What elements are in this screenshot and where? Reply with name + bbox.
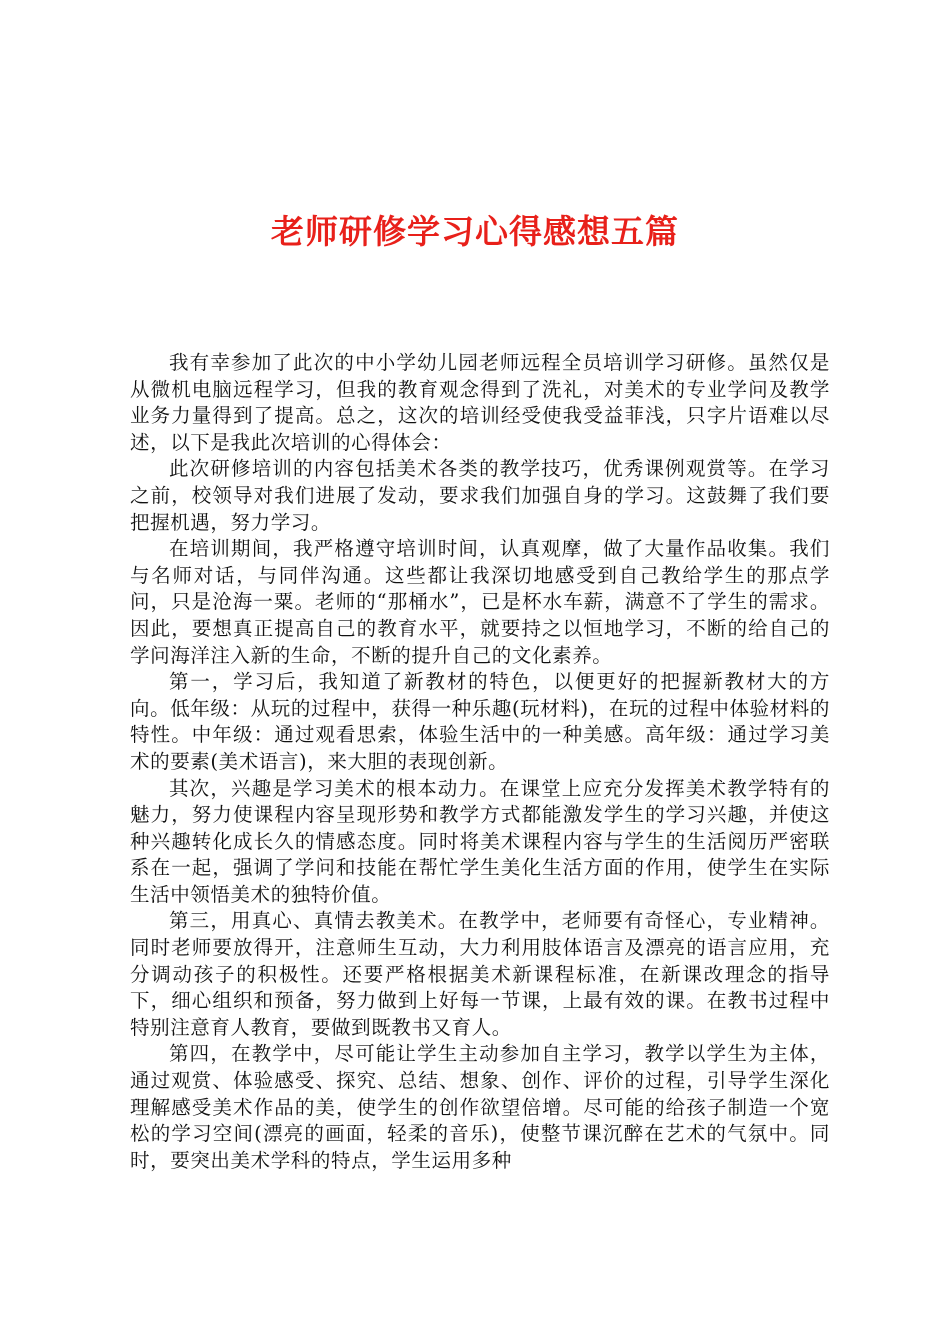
paragraph-2: 此次研修培训的内容包括美术各类的教学技巧，优秀课例观赏等。在学习之前，校领导对我们进展了发动，要求我们加强自身的学习。这鼓舞了我们要把握机遇，努力学习。 — [130, 457, 830, 534]
document-body — [130, 350, 830, 1174]
document-title: 老师研修学习心得感想五篇 — [271, 212, 679, 251]
paragraph-7: 第四，在教学中，尽可能让学生主动参加自主学习，教学以学生为主体，通过观赏、体验感受、探究、总结、想象、创作、评价的过程，引导学生深化理解感受美术作品的美，使学生的创作欲望倍增。尽可能的给孩子制造一个宽松的学习空间(漂亮的画面，轻柔的音乐)，使整节课沉醉在艺术的气氛中。同时，要突出美术学科的特点，学生运用多种 — [130, 1042, 830, 1172]
paragraph-4: 第一，学习后，我知道了新教材的特色，以便更好的把握新教材大的方向。低年级：从玩的过程中，获得一种乐趣(玩材料)，在玩的过程中体验材料的特性。中年级：通过观看思索，体验生活中的一种美感。高年级：通过学习美术的要素(美术语言)，来大胆的表现创新。 — [130, 670, 830, 773]
paragraph-1: 我有幸参加了此次的中小学幼儿园老师远程全员培训学习研修。虽然仅是从微机电脑远程学习，但我的教育观念得到了洗礼，对美术的专业学问及教学业务力量得到了提高。总之，这次的培训经受使我受益菲浅，只字片语难以尽述，以下是我此次培训的心得体会： — [130, 351, 830, 454]
paragraph-3: 在培训期间，我严格遵守培训时间，认真观摩，做了大量作品收集。我们与名师对话，与同伴沟通。这些都让我深切地感受到自己教给学生的那点学问，只是沧海一粟。老师的“那桶水”，已是杯水车薪，满意不了学生的需求。因此，要想真正提高自己的教育水平，就要持之以恒地学习，不断的给自己的学问海洋注入新的生命，不断的提升自己的文化素养。 — [130, 537, 830, 667]
paragraph-6: 第三，用真心、真情去教美术。在教学中，老师要有奇怪心，专业精神。同时老师要放得开，注意师生互动，大力利用肢体语言及漂亮的语言应用，充分调动孩子的积极性。还要严格根据美术新课程标准，在新课改理念的指导下，细心组织和预备，努力做到上好每一节课，上最有效的课。在教书过程中特别注意育人教育，要做到既教书又育人。 — [130, 909, 830, 1039]
paragraph-5: 其次，兴趣是学习美术的根本动力。在课堂上应充分发挥美术教学特有的魅力，努力使课程内容呈现形势和教学方式都能激发学生的学习兴趣，并使这种兴趣转化成长久的情感态度。同时将美术课程内容与学生的生活阅历严密联系在一起，强调了学问和技能在帮忙学生美化生活方面的作用，使学生在实际生活中领悟美术的独特价值。 — [130, 776, 830, 906]
